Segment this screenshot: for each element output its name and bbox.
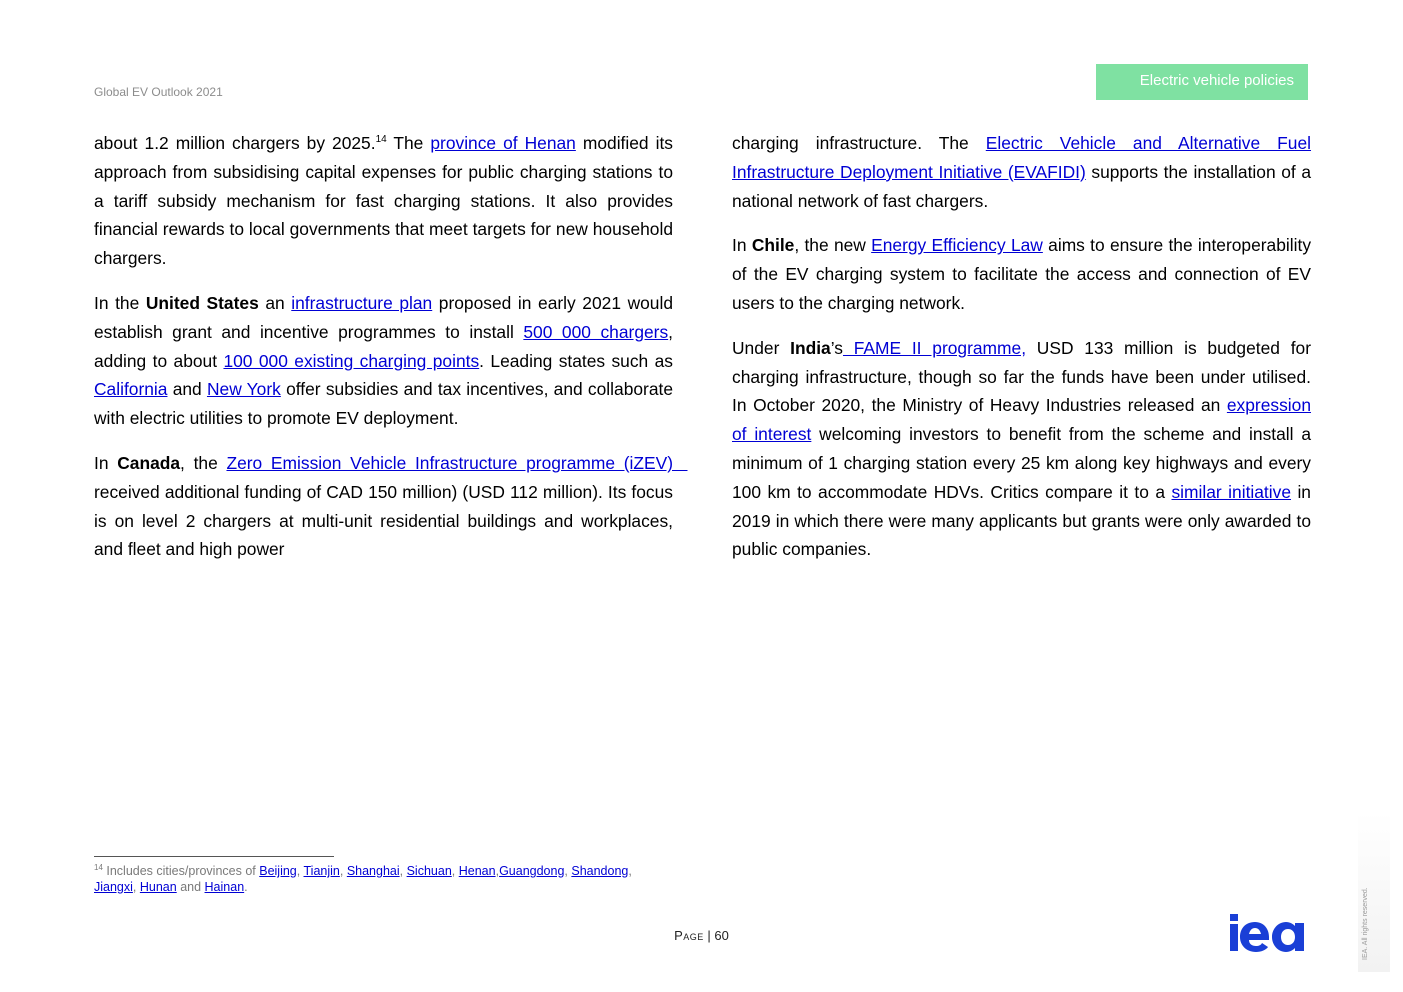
link-500000-chargers[interactable]: 500 000 chargers [523,321,669,342]
link-evafidi[interactable]: Electric Vehicle and Alternative Fuel Infrastructure Deployment Initiative (EVAFIDI) [732,133,1312,182]
link-fame-ii-programme[interactable]: FAME II programme, [842,337,1027,358]
iea-logo [1228,914,1310,954]
link-california[interactable]: California [94,379,168,400]
footnote-link-hunan[interactable]: Hunan [139,880,177,894]
footnote-link-jiangxi[interactable]: Jiangxi [94,880,133,894]
footnote-link-hainan[interactable]: Hainan [204,880,245,894]
rights-notice: IEA. All rights reserved. [1362,887,1369,960]
paragraph-evafidi: charging infrastructure. The Electric Vehicle and Alternative Fuel Infrastructure Deployment Initiative (EVAFIDI) supports the installation of a national network of fast chargers. [732,133,1312,211]
country-united-states: United States [145,292,259,313]
paragraph-united-states: In the United States an infrastructure plan proposed in early 2021 would establish grant and incentive programmes to install 500 000 chargers, adding to about 100 000 existing charging points. Leading states such as California and New York offer subsidies and tax incentives, and collaborate with electric utilities to promote EV deployment. [94,292,674,429]
footnote-ref[interactable]: 14 [375,134,387,146]
country-india: India [790,337,831,358]
footnote-link-shanghai[interactable]: Shanghai [346,864,400,878]
footnote: $^{14}$ Includes cities/provinces of Beijing, Tianjin, Shanghai, Sichuan, Henan,Guangdong, Shandong, Jiangxi, Hunan and Hainan. [94,862,632,894]
country-canada: Canada [117,452,181,473]
right-column [732,129,1311,580]
section-tag: Electric vehicle policies [1096,64,1308,100]
link-infrastructure-plan[interactable]: infrastructure plan [291,292,433,313]
paragraph-canada: In Canada, the Zero Emission Vehicle Infrastructure programme (iZEV) received additional funding of CAD 150 million) (USD 112 million). Its focus is on level 2 chargers at multi-unit residential buildings and workplaces, and fleet and high power [94,452,688,560]
footnote-link-beijing[interactable]: Beijing [259,864,297,878]
country-chile: Chile [751,235,795,256]
document-title: Global EV Outlook 2021 [94,85,223,99]
paragraph-chile: In Chile, the new Energy Efficiency Law aims to ensure the interoperability of the EV charging system to facilitate the access and connection of EV users to the charging network. [732,235,1312,313]
footnote-link-guangdong[interactable]: Guangdong [499,864,565,878]
left-column [94,129,688,580]
link-izev-programme[interactable]: Zero Emission Vehicle Infrastructure programme (iZEV) [226,452,688,473]
footnote-divider [94,856,334,857]
link-existing-charging-points[interactable]: 100 000 existing charging points [223,350,480,371]
link-similar-initiative[interactable]: similar initiative [1171,481,1291,502]
page-number: Page | 60 [674,928,729,943]
footnote-link-tianjin[interactable]: Tianjin [303,864,340,878]
link-expression-of-interest[interactable]: expression of interest [732,395,1311,445]
footnote-link-shandong[interactable]: Shandong [571,864,629,878]
link-energy-efficiency-law[interactable]: Energy Efficiency Law [871,235,1043,256]
footnote-link-henan[interactable]: Henan [458,864,496,878]
footnote-link-sichuan[interactable]: Sichuan [406,864,452,878]
link-province-of-henan[interactable]: province of Henan [430,133,576,153]
paragraph-india: Under India’s FAME II programme, USD 133 million is budgeted for charging infrastructure, though so far the funds have been under utilised. In October 2020, the Ministry of Heavy Industries released an expression of interest welcoming investors to benefit from the scheme and install a minimum of 1 charging station every 25 km along key highways and every 100 km to accommodate HDVs. Critics compare it to a similar initiative in 2019 in which there were many applicants but grants were only awarded to public companies. [732,337,1311,560]
link-new-york[interactable]: New York [206,379,281,400]
paragraph-henan: about 1.2 million chargers by 2025.14 The province of Henan modified its approach from subsidising capital expenses for public charging stations to a tariff subsidy mechanism for fast charging stations. It also provides financial rewards to local governments that meet targets for new household chargers. [94,133,673,269]
